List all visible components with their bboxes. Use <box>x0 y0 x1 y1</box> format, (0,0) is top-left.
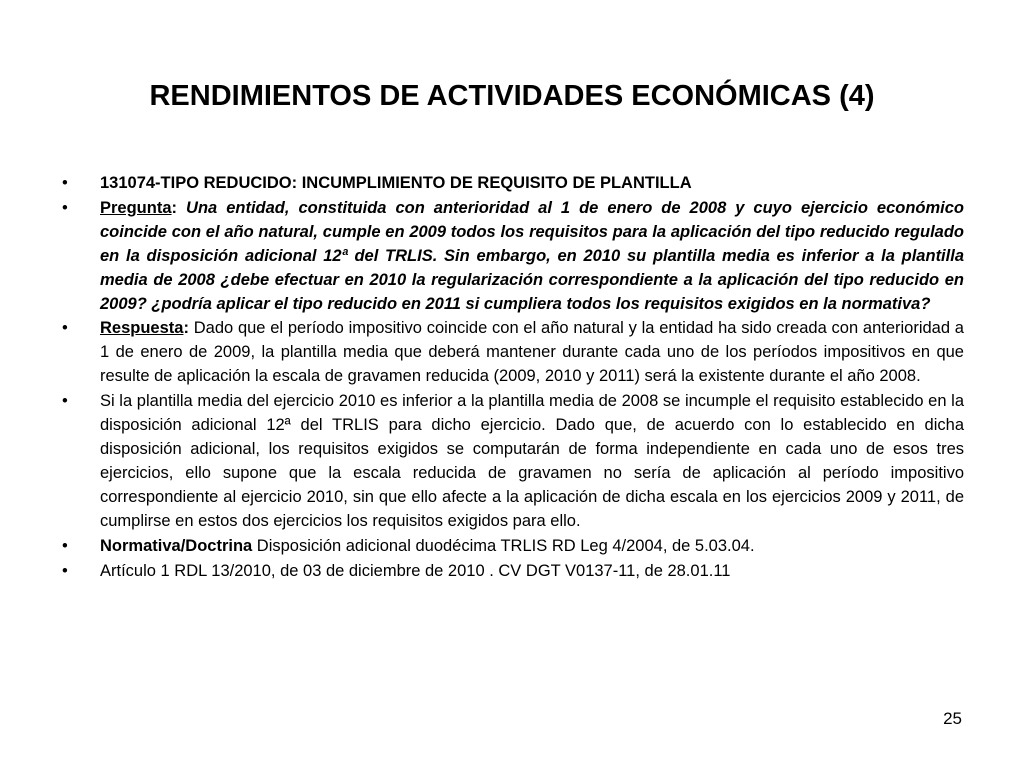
bullet-list <box>62 172 964 584</box>
answer-label: Respuesta <box>100 319 184 338</box>
bullet-question <box>62 197 964 317</box>
answer-colon: : <box>183 319 189 338</box>
bullet-explanation <box>62 390 964 533</box>
bullet-dot-icon: • <box>62 536 68 555</box>
question-label: Pregunta <box>100 198 172 217</box>
normativa-label: Normativa/Doctrina <box>100 536 253 555</box>
slide-title: RENDIMIENTOS DE ACTIVIDADES ECONÓMICAS (4) <box>149 80 875 112</box>
explanation-text: Si la plantilla media del ejercicio 2010 es inferior a la plantilla media de 2008 se incumple el requisito establecido en la disposición adicional 12ª del TRLIS para dicho ejercicio. Dado que, de acuerdo con lo establecido en dicha disposición adicional, los requisitos exigidos se computarán de forma independiente en cada uno de esos tres ejercicios, ello supone que la escala reducida de gravamen no sería de aplicación al período impositivo correspondiente al ejercicio 2010, sin que ello afecte a la aplicación de dicha escala en los ejercicios 2009 y 2011, de cumplirse en estos dos ejercicios los requisitos exigidos para ello. <box>100 392 964 530</box>
heading-text: 131074-TIPO REDUCIDO: INCUMPLIMIENTO DE REQUISITO DE PLANTILLA <box>100 174 692 192</box>
question-colon: : <box>171 198 178 217</box>
bullet-article <box>62 560 964 584</box>
bullet-dot-icon: • <box>62 319 68 338</box>
bullet-normativa <box>62 535 964 559</box>
bullet-heading <box>62 172 964 196</box>
answer-text: Dado que el período impositivo coincide con el año natural y la entidad ha sido creada con anterioridad a 1 de enero de 2009, la plantilla media que deberá mantener durante cada uno de los períodos impositivos en que resulte de aplicación la escala de gravamen reducida (2009, 2010 y 2011) será la existente durante el año 2008. <box>100 319 964 386</box>
bullet-answer <box>62 317 964 389</box>
bullet-dot-icon: • <box>62 174 68 192</box>
page-number: 25 <box>943 709 962 728</box>
article-text: Artículo 1 RDL 13/2010, de 03 de diciembre de 2010 . CV DGT V0137-11, de 28.01.11 <box>100 561 731 580</box>
normativa-text: Disposición adicional duodécima TRLIS RD Leg 4/2004, de 5.03.04. <box>252 536 755 555</box>
bullet-dot-icon: • <box>62 561 68 580</box>
bullet-dot-icon: • <box>62 198 68 217</box>
question-text: Una entidad, constituida con anterioridad al 1 de enero de 2008 y cuyo ejercicio económico coincide con el año natural, cumple en 2009 todos los requisitos para la aplicación del tipo reducido regulado en la disposición adicional 12ª del TRLIS. Sin embargo, en 2010 su plantilla media es inferior a la plantilla media de 2008 ¿debe efectuar en 2010 la regularización correspondiente a la aplicación del tipo reducido en 2009? ¿podría aplicar el tipo reducido en 2011 si cumpliera todos los requisitos exigidos en la normativa? <box>100 198 965 313</box>
bullet-dot-icon: • <box>62 392 68 411</box>
